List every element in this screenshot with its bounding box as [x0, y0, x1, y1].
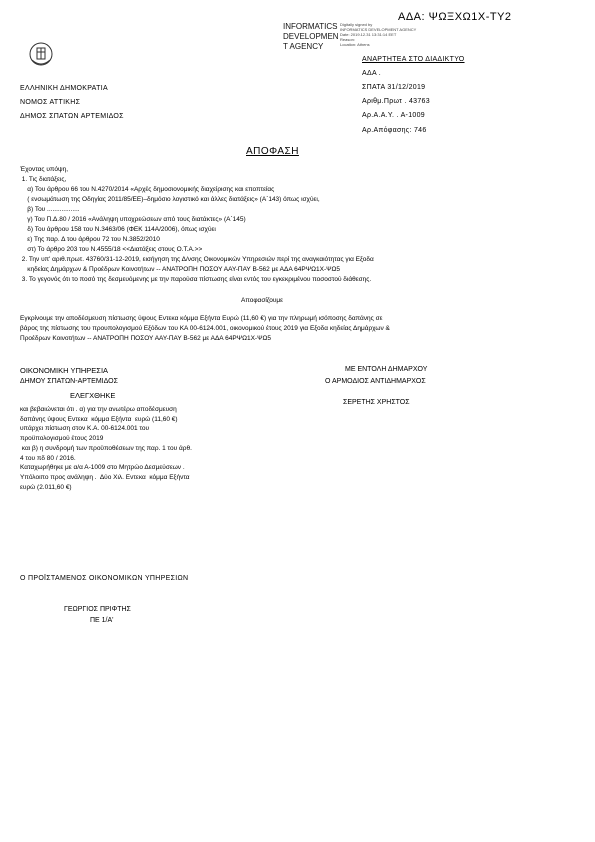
issuer-line: ΕΛΛΗΝΙΚΗ ΔΗΜΟΚΡΑΤΙΑ	[20, 85, 108, 92]
protocol-number: Αριθμ.Πρωτ . 43763	[362, 98, 430, 105]
finance-line: Καταχωρήθηκε με α/α Α-1009 στο Μητρώο Δεσμεύσεων .	[20, 464, 185, 472]
aay-number: Αρ.Α.Α.Υ. . Α-1009	[362, 112, 425, 119]
body-line: δ) Του άρθρου 158 του Ν.3463/06 (ΦΕΚ 114Α/2006), όπως ισχύει	[20, 226, 216, 233]
body-line: κηδείας Δημάρχων & Προέδρων Κοινοτήτων -- ΑΝΑΤΡΟΠΗ ΠΟΣΟΥ ΑΑΥ-ΠΑΥ Β-562 με ΑΔΑ 64ΡΨΩ1Χ-ΨΩ5	[20, 266, 341, 273]
finance-line: προϋπολογισμού έτους 2019	[20, 435, 104, 443]
signature-detail: Reason:	[340, 37, 355, 42]
finance-line: και βεβαιώνεται ότι . α) για την ανωτέρω αποδέσμευση	[20, 406, 177, 413]
head-finance-grade: ΠΕ 1/Α'	[90, 617, 114, 624]
internet-label: ΑΝΑΡΤΗΤΕΑ ΣΤΟ ΔΙΑΔΙΚΤΥΟ	[362, 56, 465, 63]
body-line: 1. Τις διατάξεις,	[20, 176, 67, 183]
finance-line: δαπάνης ύψους Εντεκα κόμμα Εξήντα ευρώ (11,60 €)	[20, 415, 178, 423]
deputy-mayor: Ο ΑΡΜΟΔΙΟΣ ΑΝΤΙΔΗΜΑΡΧΟΣ	[325, 378, 426, 385]
finance-dept: ΟΙΚΟΝΟΜΙΚΗ ΥΠΗΡΕΣΙΑ	[20, 366, 109, 375]
body-line: β) Του ..................	[20, 206, 80, 213]
body-line: α) Του άρθρου 66 του Ν.4270/2014 «Αρχές δημοσιονομικής διαχείρισης και εποπτείας	[20, 186, 275, 193]
finance-line: ευρώ (2.011,60 €)	[20, 483, 72, 491]
body-line: ε) Της παρ. Δ του άρθρου 72 του Ν.3852/2010	[20, 236, 160, 243]
decision-block	[20, 314, 390, 344]
signature-detail: Location: Athens	[340, 42, 370, 47]
finance-municipality: ΔΗΜΟΥ ΣΠΑΤΩΝ-ΑΡΤΕΜΙΔΟΣ	[20, 378, 118, 385]
decide-label: Αποφασίζουμε	[241, 297, 284, 304]
body-block	[20, 165, 374, 285]
mayor-order: ΜΕ ΕΝΤΟΛΗ ΔΗΜΑΡΧΟΥ	[345, 366, 428, 373]
ada-stamp: ΑΔΑ: ΨΩΞΧΩ1Χ-ΤΥ2	[398, 11, 512, 23]
signature-detail: Date: 2019.12.31 13:31:14 EET	[340, 32, 397, 37]
decision-number: Αρ.Απόφασης: 746	[362, 127, 427, 134]
decision-line: βάρος της πίστωσης του προυπολογισμού Εξόδων του ΚΑ 00-6124.001, οικονομικού έτους 2019 για Εξοδα κηδείας Δημάρχων &	[20, 325, 390, 332]
signature-detail: INFORMATICS DEVELOPMENT AGENCY	[340, 27, 417, 32]
body-line: ( ενσωμάτωση της Οδηγίας 2011/85/ΕΕ)–δημόσιο λογιστικό και άλλες διατάξεις» (Α΄143) όπως ισχύει,	[20, 196, 320, 203]
head-finance-name: ΓΕΩΡΓΙΟΣ ΠΡΙΦΤΗΣ	[64, 606, 131, 613]
body-line: Έχοντας υπόψη,	[20, 166, 69, 173]
finance-line: 4 του πδ 80 / 2016.	[20, 454, 76, 462]
signature-detail: Digitally signed by	[340, 22, 373, 27]
date-line: ΣΠΑΤΑ 31/12/2019	[362, 84, 426, 91]
finance-block	[20, 405, 192, 492]
ada-field: ΑΔΑ .	[362, 70, 382, 77]
greek-emblem-icon	[28, 40, 54, 68]
signature-details	[340, 22, 416, 47]
checked-label: ΕΛΕΓΧΘΗΚΕ	[70, 391, 116, 400]
decision-line: Προέδρων Κοινοτήτων -- ΑΝΑΤΡΟΠΗ ΠΟΣΟΥ ΑΑΥ-ΠΑΥ Β-562 με ΑΔΑ 64ΡΨΩ1Χ-ΨΩ5	[20, 335, 271, 342]
body-line: στ) Το άρθρο 203 του Ν.4555/18 <<Διατάξεις στους Ο.Τ.Α.>>	[20, 246, 203, 253]
watermark-line: INFORMATICS	[283, 22, 338, 31]
body-line: 2. Την υπ' αριθ.πρωτ. 43760/31-12-2019, εισήγηση της Δ/νσης Οικονομικών Υπηρεσιών περί της αναγκαιότητας για Εξοδα	[20, 256, 374, 263]
body-line: γ) Του Π.Δ.80 / 2016 «Ανάληψη υποχρεώσεων από τους διατάκτες» (Α΄145)	[20, 216, 246, 223]
body-line: 3. Το γεγονός ότι το ποσό της δεσμευόμενης με την παρούσα πίστωσης είναι εντός του εγκεκριμένου ποσοστού διάθεσης.	[20, 276, 372, 283]
mayor-name: ΣΕΡΕΤΗΣ ΧΡΗΣΤΟΣ	[343, 399, 410, 406]
issuer-line: ΝΟΜΟΣ ΑΤΤΙΚΗΣ	[20, 99, 81, 106]
page-title: ΑΠΟΦΑΣΗ	[246, 146, 299, 157]
signature-watermark	[283, 22, 339, 52]
finance-line: Υπόλοιπο προς ανάληψη . Δύο Χιλ. Εντεκα κόμμα Εξήντα	[20, 473, 190, 481]
head-finance-title: Ο ΠΡΟΪΣΤΑΜΕΝΟΣ ΟΙΚΟΝΟΜΙΚΩΝ ΥΠΗΡΕΣΙΩΝ	[20, 575, 189, 582]
finance-line: και β) η συνδρομή των προϋποθέσεων της παρ. 1 του άρθ.	[20, 444, 192, 452]
watermark-line: T AGENCY	[283, 42, 324, 51]
decision-line: Εγκρίνουμε την αποδέσμευση πίστωσης ύψους Εντεκα κόμμα Εξήντα Ευρώ (11,60 €) για την πληρωμή ισόποσης δαπάνης σε	[20, 315, 383, 322]
watermark-line: DEVELOPMEN	[283, 32, 339, 41]
finance-line: υπάρχει πίστωση στον Κ.Α. 00-6124.001 του	[20, 425, 150, 433]
issuer-line: ΔΗΜΟΣ ΣΠΑΤΩΝ ΑΡΤΕΜΙΔΟΣ	[20, 113, 124, 120]
